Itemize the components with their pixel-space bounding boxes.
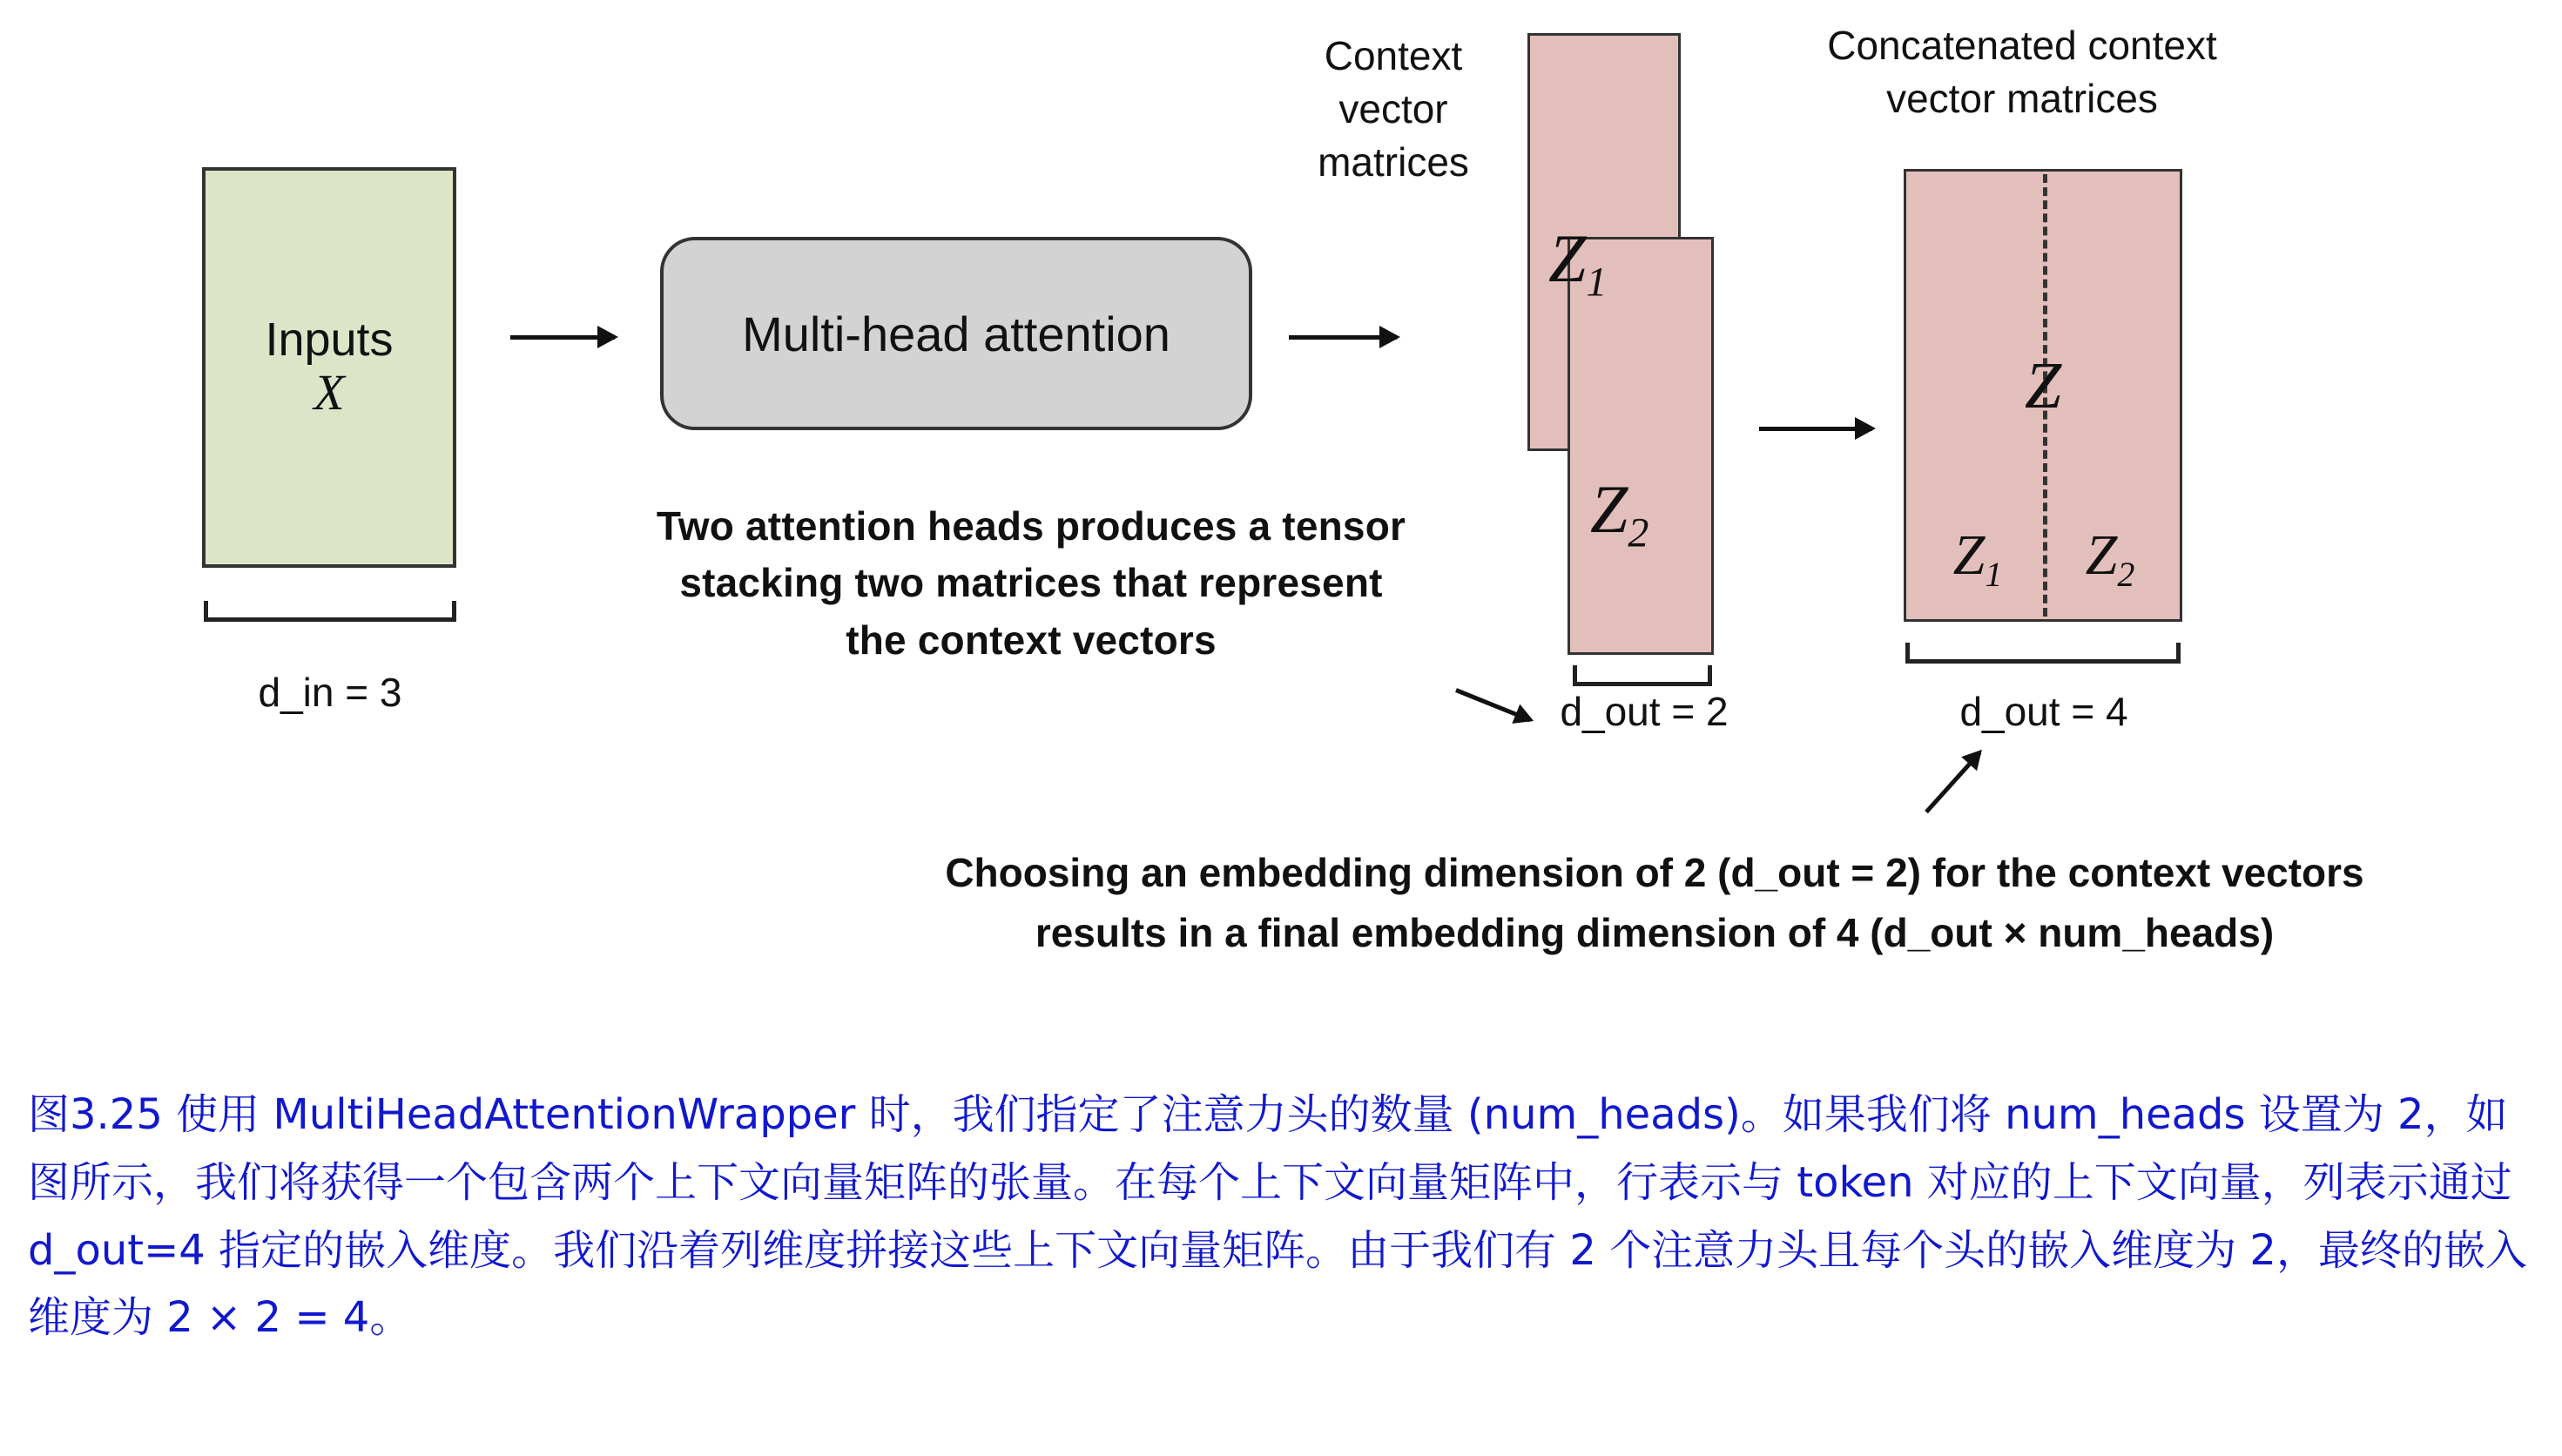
context-matrix-z1-label: $Z_1$ bbox=[1548, 220, 1608, 306]
inputs-label: Inputs bbox=[265, 313, 394, 366]
arrow-inputs-to-attention bbox=[510, 335, 615, 340]
d-out-4-label: d_out = 4 bbox=[1959, 689, 2128, 734]
arrow-to-d-out-4-label bbox=[1925, 751, 1981, 813]
inputs-variable: X bbox=[314, 364, 345, 421]
d-out-4-bracket bbox=[1905, 643, 2181, 664]
d-in-bracket bbox=[204, 601, 456, 622]
multi-head-attention-label: Multi-head attention bbox=[742, 306, 1170, 361]
concat-part-z1-label: $Z_1$ bbox=[1952, 523, 2003, 595]
d-out-2-label: d_out = 2 bbox=[1560, 689, 1729, 734]
inputs-block bbox=[202, 167, 456, 568]
attention-heads-note: Two attention heads produces a tensor stacking two matrices that represent the context vectors bbox=[656, 503, 1406, 663]
multi-head-attention-block bbox=[660, 237, 1252, 430]
d-out-2-bracket bbox=[1573, 665, 1712, 686]
arrow-attention-to-context bbox=[1289, 335, 1397, 340]
d-in-label: d_in = 3 bbox=[258, 670, 402, 715]
arrow-to-d-out-2-label bbox=[1455, 688, 1531, 722]
arrow-context-to-concat bbox=[1759, 427, 1872, 431]
concat-part-z2-label: $Z_2$ bbox=[2085, 523, 2135, 595]
figure-caption: 图3.25 使用 MultiHeadAttentionWrapper 时，我们指定了注意力头的数量 (num_heads)。如果我们将 num_heads 设置为 2，如图所示，我们将获得一个包含两个上下文向量矩阵的张量。在每个上下文向量矩阵中，行表示与 token 对应的上下文向量，列表示通过 d_out=4 指定的嵌入维度。我们沿着列维度拼接这些上下文向量矩阵。由于我们有 2 个注意力头且每个头的嵌入维度为 2，最终的嵌入维度为 2 × 2 = 4。 bbox=[28, 1090, 2527, 1343]
concat-matrix-z-label: Z bbox=[2024, 349, 2062, 422]
concat-matrices-title: Concatenated context vector matrices bbox=[1827, 23, 2217, 122]
embedding-dimension-note-line-1: Choosing an embedding dimension of 2 (d_out = 2) for the context vectors bbox=[945, 850, 2364, 895]
embedding-dimension-note bbox=[766, 843, 2543, 963]
context-matrix-z2-label: $Z_2$ bbox=[1590, 471, 1649, 556]
context-matrices-title: Context vector matrices bbox=[1318, 33, 1469, 185]
embedding-dimension-note-line-2: results in a final embedding dimension of 4 (d_out × num_heads) bbox=[1035, 910, 2275, 955]
